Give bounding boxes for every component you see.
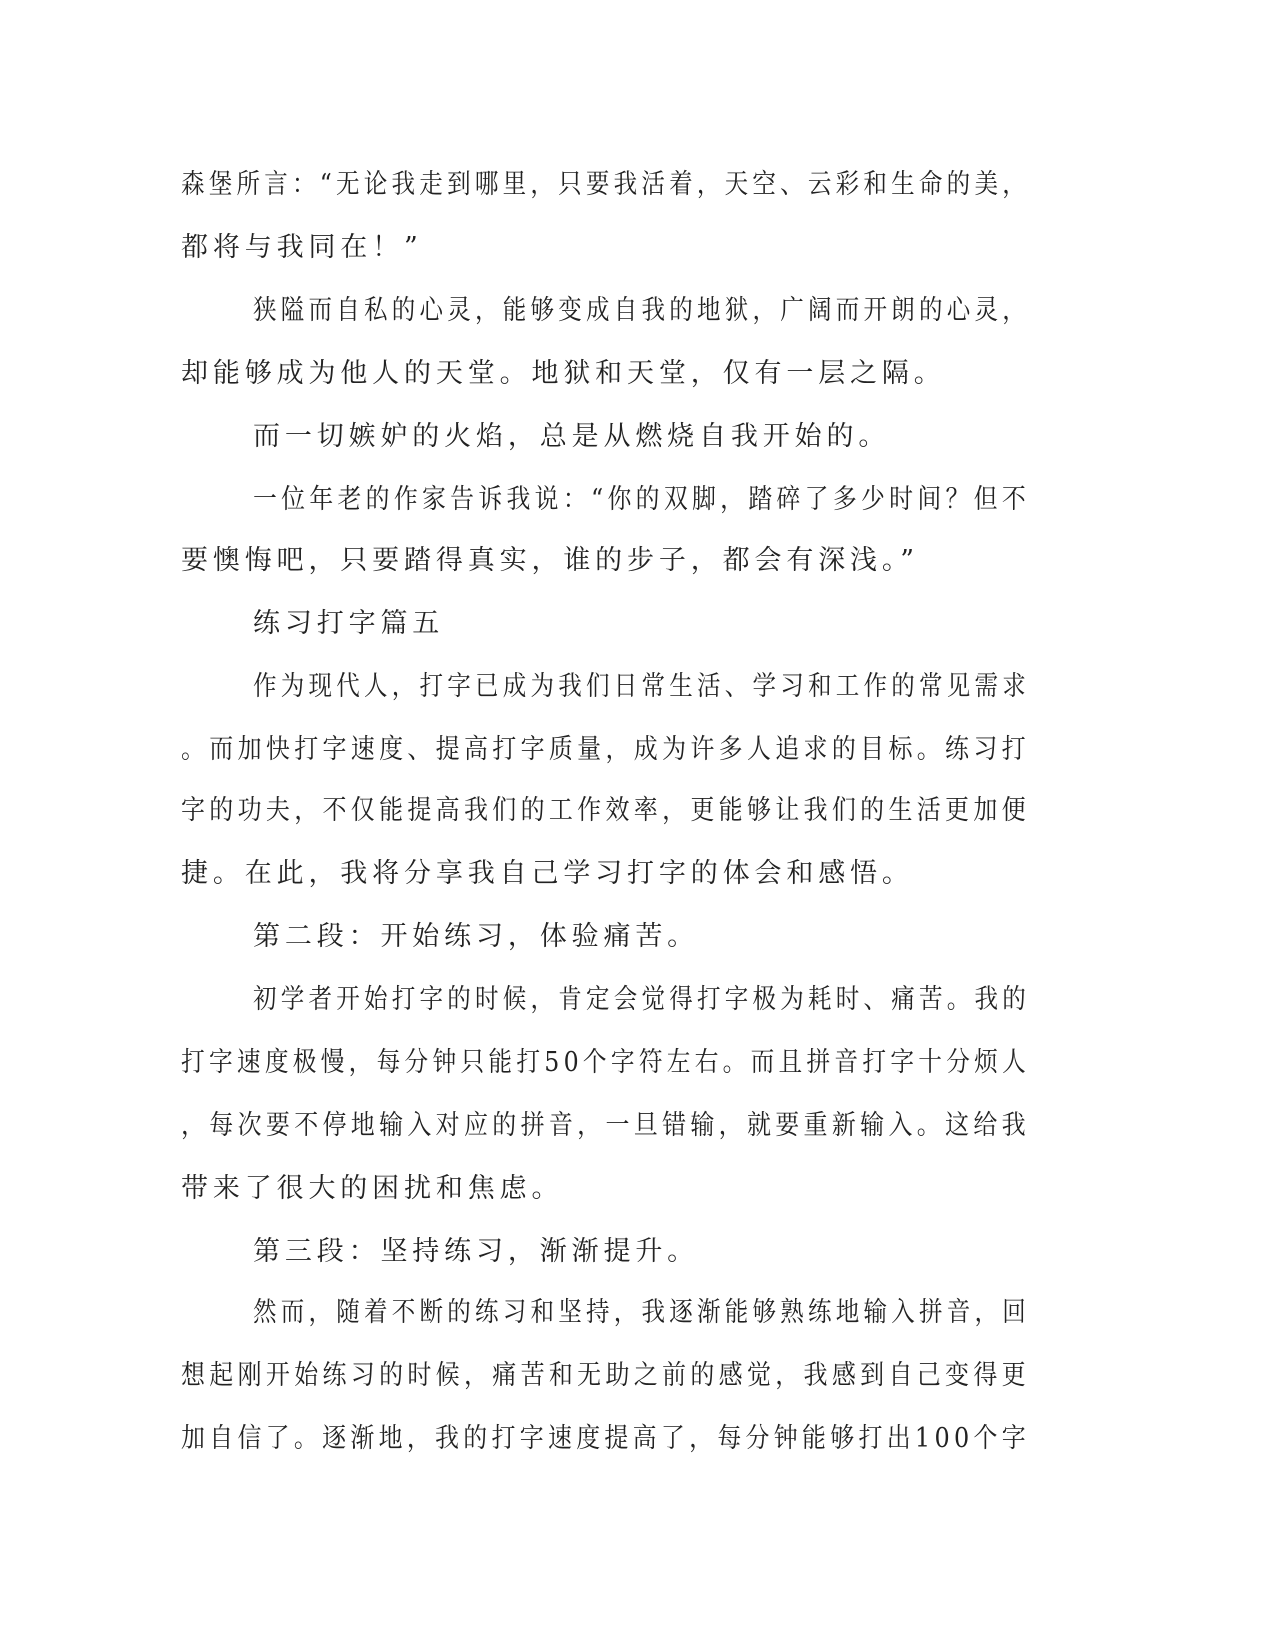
text-line (0, 1232, 1275, 1272)
text-line (0, 667, 1275, 707)
text-line-content: 一位年老的作家告诉我说：“你的双脚，踏碎了多少时间？但不 (253, 484, 1031, 515)
text-line-content: 作为现代人，打字已成为我们日常生活、学习和工作的常见需求 (253, 671, 1031, 702)
text-line (0, 1419, 1275, 1459)
text-line (0, 417, 1275, 457)
section-heading: 第二段：开始练习，体验痛苦。 (253, 921, 700, 952)
text-line (0, 1293, 1275, 1333)
text-line-content: 森堡所言：“无论我走到哪里，只要我活着，天空、云彩和生命的美， (181, 169, 1030, 200)
text-line (0, 1356, 1275, 1396)
text-line-content: 然而，随着不断的练习和坚持，我逐渐能够熟练地输入拼音，回 (253, 1297, 1031, 1328)
text-line (0, 354, 1275, 394)
text-line (0, 791, 1275, 831)
text-line-content: 狭隘而自私的心灵，能够变成自我的地狱，广阔而开朗的心灵， (253, 295, 1031, 326)
text-line (0, 291, 1275, 331)
text-line-content: 而一切嫉妒的火焰，总是从燃烧自我开始的。 (253, 421, 891, 452)
text-line-content: 加自信了。逐渐地，我的打字速度提高了，每分钟能够打出100个字 (181, 1423, 1030, 1454)
text-line (0, 917, 1275, 957)
text-line (0, 730, 1275, 770)
text-line-content: 打字速度极慢，每分钟只能打50个字符左右。而且拼音打字十分烦人 (181, 1047, 1031, 1078)
text-line (0, 854, 1275, 894)
section-heading: 第三段：坚持练习，渐渐提升。 (253, 1236, 700, 1267)
section-heading: 练习打字篇五 (253, 608, 445, 639)
text-line-content: 初学者开始打字的时候，肯定会觉得打字极为耗时、痛苦。我的 (253, 984, 1031, 1015)
text-line-content: 带来了很大的困扰和焦虑。 (181, 1173, 564, 1204)
text-line (0, 1169, 1275, 1209)
text-line (0, 480, 1275, 520)
text-line (0, 165, 1275, 205)
text-line-content: 。而加快打字速度、提高打字质量，成为许多人追求的目标。练习打 (181, 734, 1030, 765)
text-line (0, 980, 1275, 1020)
text-line-content: 要懊悔吧，只要踏得真实，谁的步子，都会有深浅。” (181, 545, 919, 576)
text-line (0, 1043, 1275, 1083)
text-line-content: 却能够成为他人的天堂。地狱和天堂，仅有一层之隔。 (181, 358, 946, 389)
text-line-content: 字的功夫，不仅能提高我们的工作效率，更能够让我们的生活更加便 (181, 795, 1030, 826)
text-line (0, 604, 1275, 644)
text-line-content: 捷。在此，我将分享我自己学习打字的体会和感悟。 (181, 858, 914, 889)
text-line (0, 1106, 1275, 1146)
text-line-content: 都将与我同在！” (181, 232, 423, 263)
text-line-content: 想起刚开始练习的时候，痛苦和无助之前的感觉，我感到自己变得更 (181, 1360, 1030, 1391)
text-line-content: ，每次要不停地输入对应的拼音，一旦错输，就要重新输入。这给我 (181, 1110, 1030, 1141)
text-line (0, 541, 1275, 581)
text-line (0, 228, 1275, 268)
